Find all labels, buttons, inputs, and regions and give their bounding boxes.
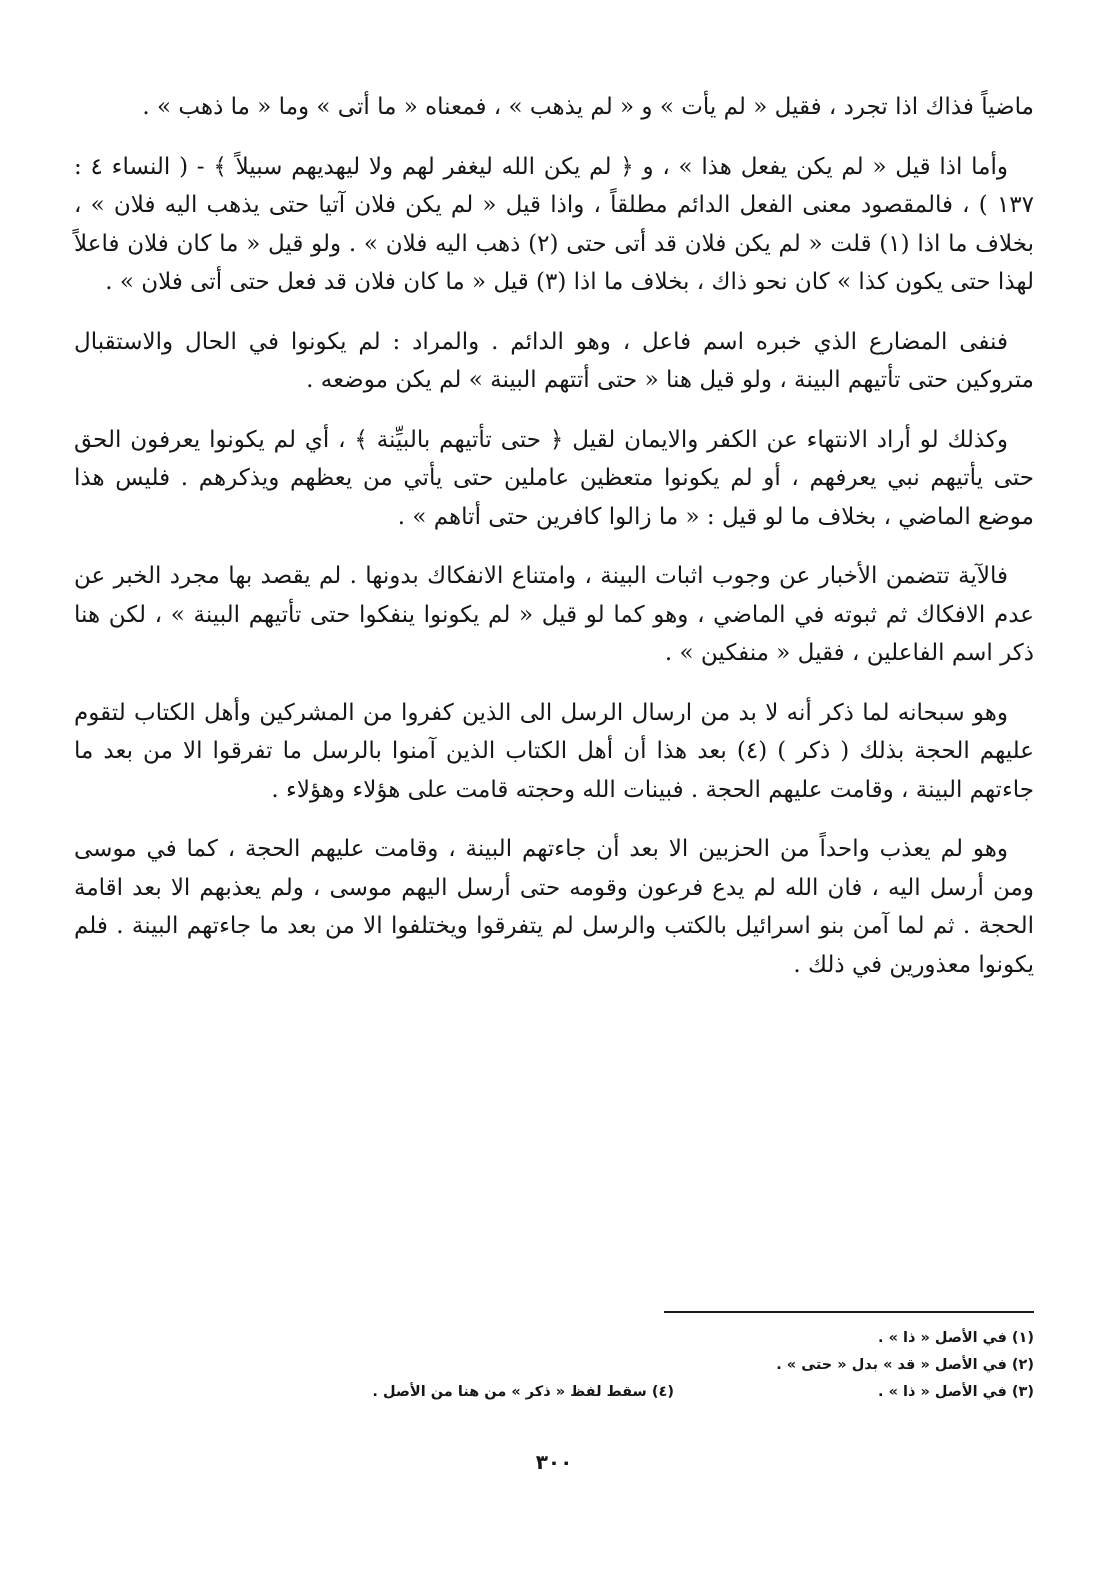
footnote-4: (٤) سقط لفظ « ذكر » من هنا من الأصل . xyxy=(372,1384,674,1400)
book-page xyxy=(74,88,1034,1488)
footnote-3: (٣) في الأصل « ذا » . xyxy=(878,1384,1034,1400)
paragraph-3: فنفى المضارع الذي خبره اسم فاعل ، وهو الدائم . والمراد : لم يكونوا في الحال والاستقبال متروكين حتى تأتيهم البينة ، ولو قيل هنا « حتى أتتهم البينة » لم يكن موضعه . xyxy=(74,328,1034,393)
footnote-divider xyxy=(664,1311,1034,1313)
paragraph-7: وهو لم يعذب واحداً من الحزبين الا بعد أن جاءتهم البينة ، وقامت عليهم الحجة ، كما في موسى ومن أرسل اليه ، فان الله لم يدع فرعون وقومه حتى أرسل اليهم موسى ، ولم يعذبهم الا بعد اقامة الحجة . ثم لما آمن بنو اسرائيل بالكتب والرسل لم يتفرقوا ويختلفوا الا من بعد ما جاءتهم البينة . فلم يكونوا معذورين في ذلك . xyxy=(74,836,1034,978)
paragraph-5: فالآية تتضمن الأخبار عن وجوب اثبات البينة ، وامتناع الانفكاك بدونها . لم يقصد بها مجرد الخبر عن عدم الافكاك ثم ثبوته في الماضي ، وهو كما لو قيل « لم يكونوا ينفكوا حتى تأتيهم البينة » ، لكن هنا ذكر اسم الفاعلين ، فقيل « منفكين » . xyxy=(74,563,1034,666)
paragraph-1: ماضياً فذاك اذا تجرد ، فقيل « لم يأت » و « لم يذهب » ، فمعناه « ما أتى » وما « ما ذهب » . xyxy=(142,94,1034,120)
footnote-row-2 xyxy=(74,1352,1034,1379)
footnotes xyxy=(74,1325,1034,1406)
paragraph-4: وكذلك لو أراد الانتهاء عن الكفر والايمان لقيل ﴿ حتى تأتيهم بالبيِّنة ﴾ ، أي لم يكونوا يعرفون الحق حتى يأتيهم نبي يعرفهم ، أو لم يكونوا متعظين عاملين حتى يأتي من يعظهم ويذكرهم . فليس هذا موضع الماضي ، بخلاف ما لو قيل : « ما زالوا كافرين حتى أتاهم » . xyxy=(74,426,1034,530)
footnote-row-1 xyxy=(74,1325,1034,1352)
paragraph-2: وأما اذا قيل « لم يكن يفعل هذا » ، و ﴿ لم يكن الله ليغفر لهم ولا ليهديهم سبيلاً ﴾ - ( النساء ٤ : ١٣٧ ) ، فالمقصود معنى الفعل الدائم مطلقاً ، واذا قيل « لم يكن فلان آتيا حتى يذهب اليه فلان » ، بخلاف ما اذا (١) قلت « لم يكن فلان قد أتى حتى (٢) ذهب اليه فلان » . ولو قيل « ما كان فلان فاعلاً لهذا حتى يكون كذا » كان نحو ذاك ، بخلاف ما اذا (٣) قيل « ما كان فلان قد فعل حتى أتى فلان » . xyxy=(74,153,1034,295)
page-number: ٣٠٠ xyxy=(535,1450,573,1474)
footnote-row-3 xyxy=(74,1379,1034,1406)
footnote-2: (٢) في الأصل « قد » بدل « حتى » . xyxy=(776,1357,1034,1373)
footnote-1: (١) في الأصل « ذا » . xyxy=(878,1330,1034,1346)
paragraph-6: وهو سبحانه لما ذكر أنه لا بد من ارسال الرسل الى الذين كفروا من المشركين وأهل الكتاب لتقوم عليهم الحجة بذلك ( ذكر ) (٤) بعد هذا أن أهل الكتاب الذين آمنوا بالرسل ما تفرقوا الا من بعد ما جاءتهم البينة ، وقامت عليهم الحجة . فبينات الله وحجته قامت على هؤلاء وهؤلاء . xyxy=(74,699,1034,803)
